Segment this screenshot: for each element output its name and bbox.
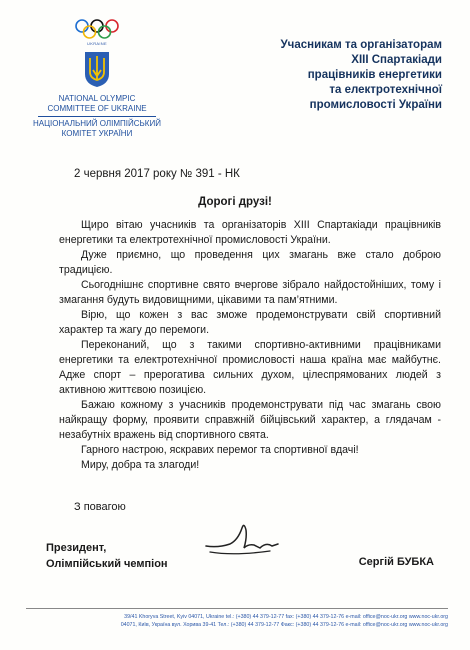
footer-address-en: 39/41 Khoryva Street, Kyiv 04071, Ukraine tel.: (+380) 44 379-12-77 fax: (+380) 44 379-12-76 e-mail: office@noc-ukr.org www.noc-ukr.org [124,614,448,620]
footer-rule [26,608,448,609]
org-name-en-line-2: COMMITTEE OF UKRAINE [47,104,147,113]
closing-regards: З повагою [74,501,126,513]
addressee-block [232,38,442,113]
olympic-rings-icon [74,18,120,40]
trident-emblem-icon [83,50,111,88]
org-name-ua-line-1: НАЦІОНАЛЬНИЙ ОЛІМПІЙСЬКИЙ [33,119,161,128]
signer-name: Сергій БУБКА [358,556,434,568]
body-paragraph: Щиро вітаю учасників та організаторів XIII Спартакіади працівників енергетики та електротехнічної промисловості України. [59,219,441,246]
logo-caption: UKRAINE [87,41,107,46]
footer-address-ua: 04071, Київ, Україна вул. Хорива 39-41 Тел.: (+380) 44 379-12-77 Факс: (+380) 44 379-12-76 e-mail: office@noc-ukr.org www.noc-ukr.org [120,622,448,628]
addressee-line-2: XIII Спартакіади [351,54,442,66]
signer-title [46,540,168,572]
body-paragraph: Миру, добра та злагоди! [81,459,200,471]
org-name-en-line-1: NATIONAL OLYMPIC [58,94,136,103]
signer-title-line-1: Президент, [46,542,107,554]
addressee-line-4: та електротехнічної [329,84,442,96]
addressee-line-3: працівників енергетики [307,69,442,81]
noc-logo-block [32,18,162,139]
greeting: Дорогі друзі! [198,196,272,208]
date-and-number: 2 червня 2017 року № 391 - НК [74,168,240,180]
org-name-ua-line-2: КОМІТЕТ УКРАЇНИ [61,129,133,138]
addressee-line-5: промисловості України [309,99,442,111]
handwritten-signature [204,518,280,560]
org-name-en [32,94,162,114]
body-paragraph: Переконаний, що з такими спортивно-активними працівниками енергетики та електротехнічної промисловості наша країна має майбутнє. Адже спорт – прерогатива сильних духом, цілеспрямованих людей з активною життєвою позицією. [59,339,441,396]
body-paragraph: Гарного настрою, яскравих перемог та спортивної вдачі! [81,444,359,456]
letter-body [59,218,441,473]
body-paragraph: Сьогоднішнє спортивне свято вчергове зібрало найдостойніших, тому і змагання будуть видовищними, цікавими та пам’ятними. [59,279,441,306]
letterhead-divider [38,116,156,117]
body-paragraph: Дуже приємно, що проведення цих змагань вже стало доброю традицією. [59,249,441,276]
addressee-line-1: Учасникам та організаторам [280,39,442,51]
body-paragraph: Вірю, що кожен з вас зможе продемонструвати свій спортивний характер та жагу до перемоги. [59,309,441,336]
letter-footer [26,608,448,629]
signer-title-line-2: Олімпійський чемпіон [46,558,168,570]
body-paragraph: Бажаю кожному з учасників продемонструвати під час змагань свою найкращу форму, проявити справжній бійцівський характер, а глядачам - незабутніх вражень від спортивного свята. [59,399,441,441]
org-name-ua [32,119,162,139]
